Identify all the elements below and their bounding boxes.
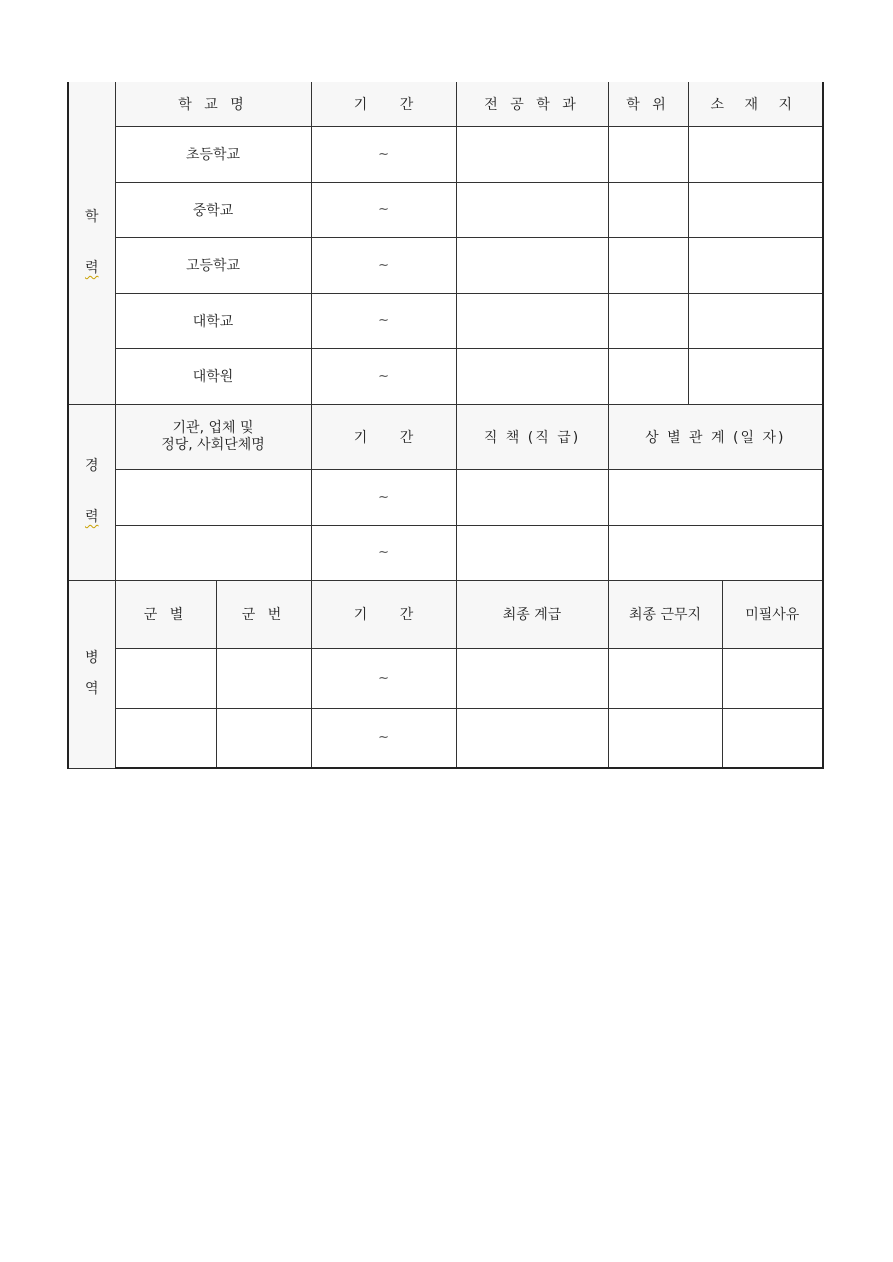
school-name-cell[interactable]: 초등학교 (115, 126, 311, 182)
major-cell[interactable] (456, 348, 608, 404)
location-cell[interactable] (688, 182, 823, 237)
header-location: 소 재 지 (688, 82, 823, 126)
military-row (68, 708, 823, 768)
military-side-char-1: 병 (84, 650, 99, 667)
career-header-row (68, 404, 823, 469)
education-row (68, 182, 823, 237)
major-cell[interactable] (456, 237, 608, 293)
header-last-post: 최종 근무지 (608, 580, 722, 648)
degree-cell[interactable] (608, 293, 688, 348)
school-name-cell[interactable]: 중학교 (115, 182, 311, 237)
header-exempt-reason: 미필사유 (722, 580, 823, 648)
final-rank-cell[interactable] (456, 648, 608, 708)
header-degree: 학 위 (608, 82, 688, 126)
organization-cell[interactable] (115, 469, 311, 525)
career-side-char-1: 경 (84, 458, 99, 475)
header-organization: 기관, 업체 및 정당, 사회단체명 (115, 404, 311, 469)
header-major: 전 공 학 과 (456, 82, 608, 126)
period-cell[interactable]: ~ (311, 237, 456, 293)
school-name-cell[interactable]: 고등학교 (115, 237, 311, 293)
resume-history-form (67, 82, 824, 769)
header-relation: 상 별 관 계 (일 자) (608, 404, 823, 469)
location-cell[interactable] (688, 348, 823, 404)
education-side-char-1: 학 (84, 208, 99, 225)
organization-cell[interactable] (115, 525, 311, 580)
period-cell[interactable]: ~ (311, 469, 456, 525)
header-service-number: 군 번 (216, 580, 311, 648)
education-side-char-2: 력 (84, 259, 99, 276)
military-side-label (68, 580, 115, 768)
position-cell[interactable] (456, 525, 608, 580)
header-period: 기 간 (311, 404, 456, 469)
career-side-char-2: 력 (84, 509, 99, 525)
header-period: 기 간 (311, 82, 456, 126)
education-row (68, 293, 823, 348)
degree-cell[interactable] (608, 182, 688, 237)
header-branch: 군 별 (115, 580, 216, 648)
period-cell[interactable]: ~ (311, 182, 456, 237)
period-cell[interactable]: ~ (311, 348, 456, 404)
exempt-reason-cell[interactable] (722, 648, 823, 708)
relation-cell[interactable] (608, 469, 823, 525)
relation-cell[interactable] (608, 525, 823, 580)
branch-cell[interactable] (115, 648, 216, 708)
degree-cell[interactable] (608, 237, 688, 293)
position-cell[interactable] (456, 469, 608, 525)
header-position: 직 책 (직 급) (456, 404, 608, 469)
period-cell[interactable]: ~ (311, 708, 456, 768)
degree-cell[interactable] (608, 126, 688, 182)
period-cell[interactable]: ~ (311, 293, 456, 348)
last-post-cell[interactable] (608, 648, 722, 708)
branch-cell[interactable] (115, 708, 216, 768)
final-rank-cell[interactable] (456, 708, 608, 768)
military-row (68, 648, 823, 708)
period-cell[interactable]: ~ (311, 648, 456, 708)
exempt-reason-cell[interactable] (722, 708, 823, 768)
location-cell[interactable] (688, 237, 823, 293)
header-school-name: 학 교 명 (115, 82, 311, 126)
service-number-cell[interactable] (216, 708, 311, 768)
major-cell[interactable] (456, 126, 608, 182)
career-side-label (68, 404, 115, 580)
last-post-cell[interactable] (608, 708, 722, 768)
degree-cell[interactable] (608, 348, 688, 404)
major-cell[interactable] (456, 293, 608, 348)
period-cell[interactable]: ~ (311, 126, 456, 182)
school-name-cell[interactable]: 대학교 (115, 293, 311, 348)
header-period: 기 간 (311, 580, 456, 648)
career-row (68, 525, 823, 580)
education-side-label (68, 82, 115, 404)
service-number-cell[interactable] (216, 648, 311, 708)
education-header-row (68, 82, 823, 126)
military-side-char-2: 역 (84, 681, 99, 697)
education-row (68, 237, 823, 293)
location-cell[interactable] (688, 293, 823, 348)
location-cell[interactable] (688, 126, 823, 182)
education-row (68, 348, 823, 404)
education-row (68, 126, 823, 182)
career-row (68, 469, 823, 525)
major-cell[interactable] (456, 182, 608, 237)
period-cell[interactable]: ~ (311, 525, 456, 580)
military-header-row (68, 580, 823, 648)
header-final-rank: 최종 계급 (456, 580, 608, 648)
school-name-cell[interactable]: 대학원 (115, 348, 311, 404)
